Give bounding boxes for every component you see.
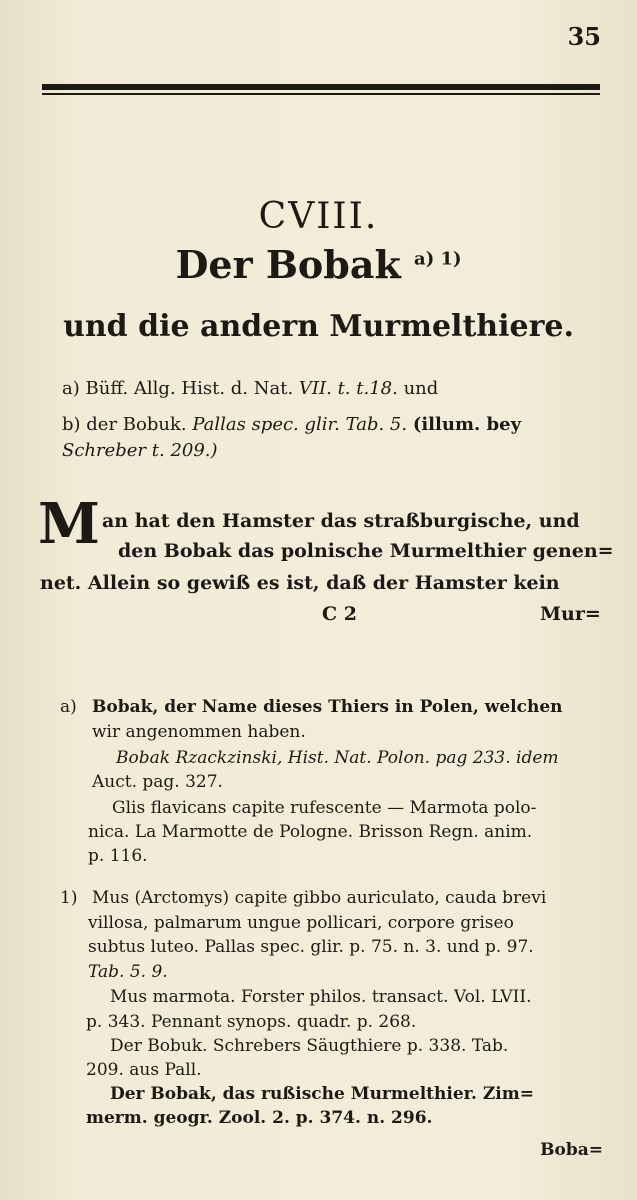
chapter-title-refs: a) 1) (414, 248, 462, 270)
header-rule-thick (42, 84, 600, 90)
header-rule-thin (42, 93, 600, 95)
footnote-1-line-5: Mus marmota. Forster philos. transact. Vol. LVII. (110, 987, 532, 1007)
body-line-2: den Bobak das polnische Murmelthier genen= (118, 540, 614, 562)
source-b-ref: Pallas spec. glir. Tab. 5. (192, 414, 408, 435)
footnote-1-line-4: Tab. 5. 9. (88, 962, 168, 982)
source-a-tail: und (403, 378, 439, 399)
source-a (62, 378, 610, 399)
footnote-1-line-1: Mus (Arctomys) capite gibbo auriculato, cauda brevi (92, 888, 547, 908)
chapter-title-text: Der Bobak (175, 242, 401, 287)
footnote-1-line-8: 209. aus Pall. (86, 1060, 202, 1080)
footnote-a-line-6: nica. La Marmotte de Pologne. Brisson Regn. anim. (88, 822, 533, 842)
page-number: 35 (567, 22, 601, 51)
footnote-a-label: a) (60, 697, 77, 717)
footnote-a-line-5: Glis flavicans capite rufescente — Marmota polo- (112, 798, 537, 818)
footnote-1-line-6: p. 343. Pennant synops. quadr. p. 268. (86, 1012, 417, 1032)
source-a-label: a) (62, 378, 80, 399)
footnote-1-line-3: subtus luteo. Pallas spec. glir. p. 75. n. 3. und p. 97. (88, 937, 534, 957)
body-line-3: net. Allein so gewiß es ist, daß der Hamster kein (40, 572, 560, 594)
body-line-1: an hat den Hamster das straßburgische, und (102, 510, 580, 532)
chapter-title (0, 242, 637, 287)
body-catchword: Mur= (540, 603, 601, 625)
signature-mark: C 2 (322, 603, 357, 625)
footnote-a-line-1: Bobak, der Name dieses Thiers in Polen, welchen (92, 697, 563, 717)
chapter-subtitle: und die andern Murmelthiere. (63, 309, 574, 344)
drop-cap: M (38, 491, 100, 557)
footnote-a-line-3: Bobak Rzackzinski, Hist. Nat. Polon. pag 233. idem (116, 748, 559, 768)
chapter-number: CVIII. (258, 196, 379, 237)
source-a-ref: VII. t. t.18. (298, 378, 398, 399)
footnote-1-line-9: Der Bobak, das rußische Murmelthier. Zim= (110, 1084, 534, 1104)
footnote-1-line-2: villosa, palmarum ungue pollicari, corpore griseo (88, 913, 514, 933)
source-b-line2: Schreber t. 209.) (62, 440, 218, 461)
footnote-1-label: 1) (60, 888, 78, 908)
source-b-label: b) (62, 414, 81, 435)
source-b (62, 414, 610, 435)
source-b-text: der Bobuk. (86, 414, 187, 435)
footnote-1-line-7: Der Bobuk. Schrebers Säugthiere p. 338. Tab. (110, 1036, 509, 1056)
footnote-a-line-7: p. 116. (88, 846, 148, 866)
source-b-tail: (illum. bey (412, 414, 522, 435)
footnote-a-line-2: wir angenommen haben. (92, 722, 306, 742)
source-a-text: Büff. Allg. Hist. d. Nat. (85, 378, 294, 399)
page-catchword: Boba= (540, 1140, 603, 1160)
footnote-a-line-4: Auct. pag. 327. (92, 772, 223, 792)
footnote-1-line-10: merm. geogr. Zool. 2. p. 374. n. 296. (86, 1108, 433, 1128)
